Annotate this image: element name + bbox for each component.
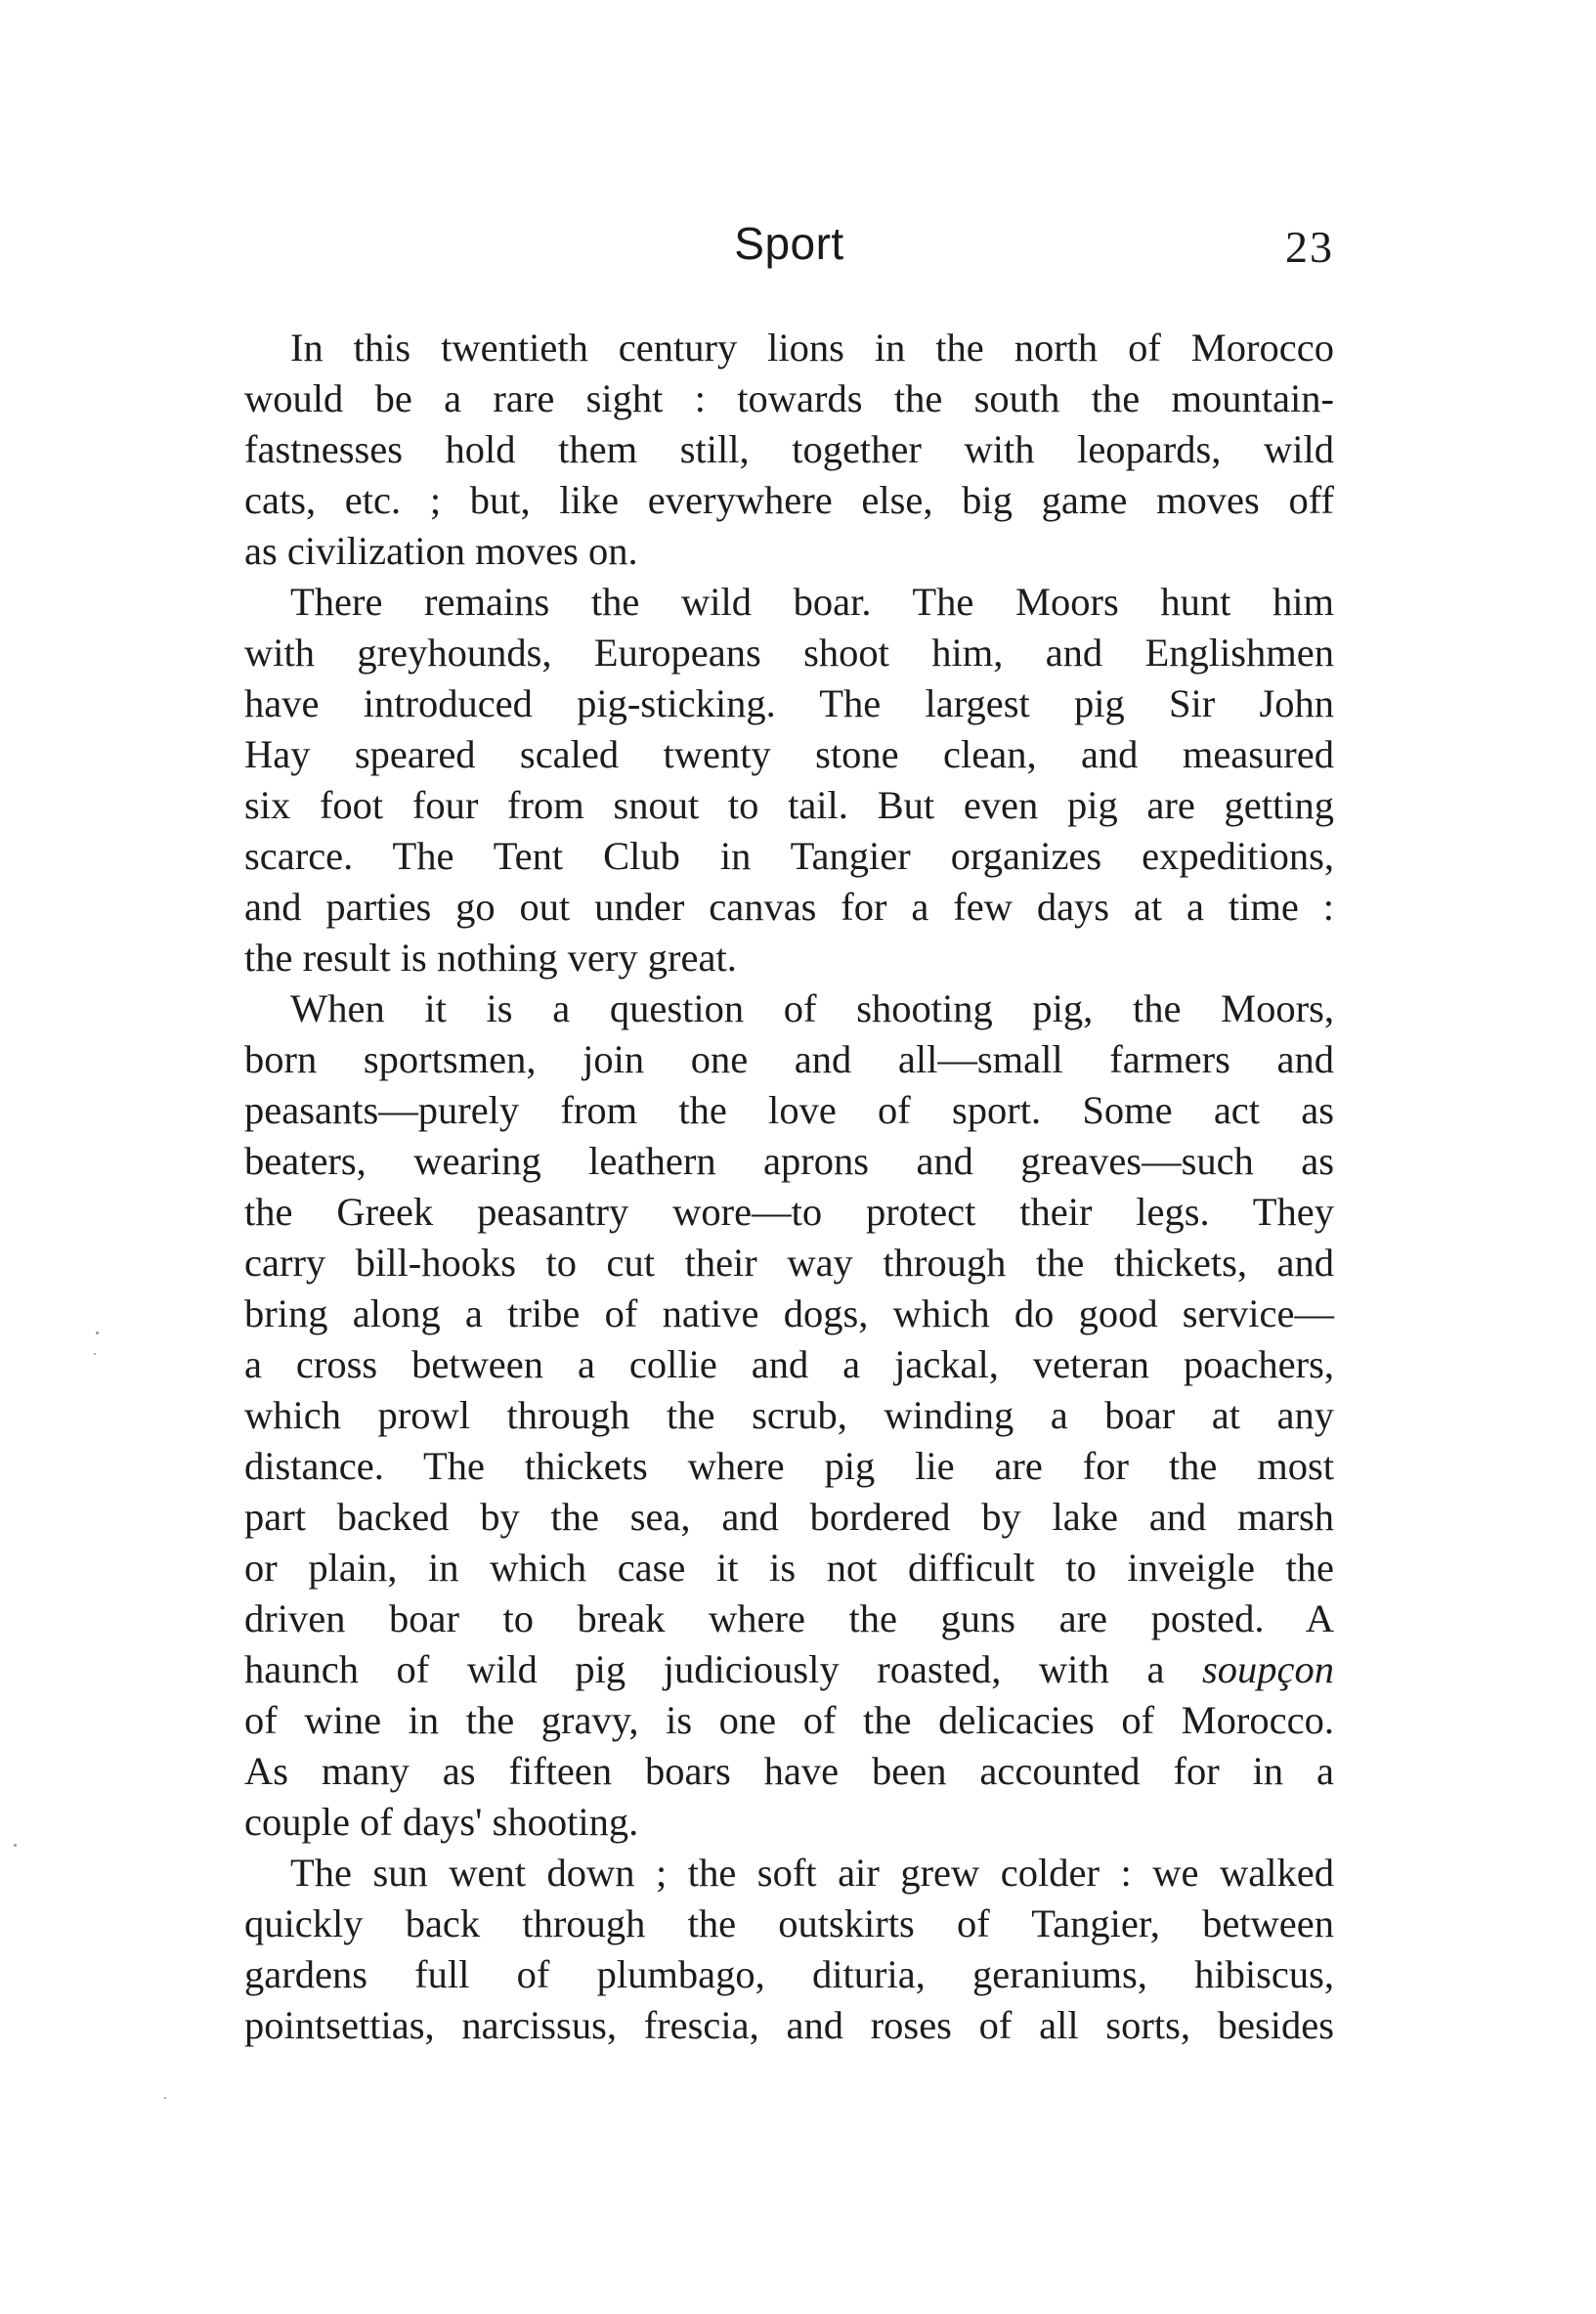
text-line: As many as fifteen boars have been accounted for in a (244, 1749, 1334, 1793)
paper-speck (96, 1332, 99, 1334)
paper-speck (14, 1844, 17, 1847)
text-line: gardens full of plumbago, dituria, geraniums, hibiscus, (244, 1952, 1334, 1996)
text-line: and parties go out under canvas for a few days at a time : (244, 885, 1334, 929)
paragraph-3 (244, 983, 1334, 1848)
text-line: bring along a tribe of native dogs, which do good service— (244, 1291, 1334, 1335)
page-header (244, 217, 1334, 285)
text-line-with-italic (244, 1644, 1334, 1695)
text-line: scarce. The Tent Club in Tangier organizes expeditions, (244, 834, 1334, 878)
text-line: Hay speared scaled twenty stone clean, and measured (244, 732, 1334, 776)
paragraph-2 (244, 577, 1334, 983)
text-line: with greyhounds, Europeans shoot him, and Englishmen (244, 631, 1334, 675)
text-line: pointsettias, narcissus, frescia, and roses of all sorts, besides (244, 2003, 1334, 2047)
text-line: fastnesses hold them still, together with leopards, wild (244, 427, 1334, 471)
paragraph-1 (244, 323, 1334, 577)
text-line: When it is a question of shooting pig, the Moors, (290, 986, 1334, 1030)
text-line: as civilization moves on. (244, 529, 638, 573)
text-line: a cross between a collie and a jackal, veteran poachers, (244, 1342, 1334, 1386)
text-line: six foot four from snout to tail. But even pig are getting (244, 783, 1334, 827)
paper-speck (164, 2097, 166, 2099)
page-number: 23 (1285, 222, 1334, 272)
text-line: distance. The thickets where pig lie are for the most (244, 1444, 1334, 1488)
text-line: quickly back through the outskirts of Tangier, between (244, 1901, 1334, 1945)
text-line: of wine in the gravy, is one of the delicacies of Morocco. (244, 1698, 1334, 1742)
text-line: part backed by the sea, and bordered by lake and marsh (244, 1495, 1334, 1539)
text-line: There remains the wild boar. The Moors hunt him (290, 580, 1334, 624)
text-line: In this twentieth century lions in the north of Morocco (290, 326, 1334, 370)
text-line: cats, etc. ; but, like everywhere else, big game moves off (244, 478, 1334, 522)
text-line: or plain, in which case it is not difficult to inveigle the (244, 1546, 1334, 1590)
text-line: carry bill-hooks to cut their way through the thickets, and (244, 1241, 1334, 1285)
text-line: peasants—purely from the love of sport. Some act as (244, 1088, 1334, 1132)
italic-word: soupçon (1202, 1647, 1334, 1691)
body-text (244, 323, 1334, 2051)
paragraph-4 (244, 1848, 1334, 2051)
text-line: would be a rare sight : towards the south the mountain- (244, 376, 1334, 420)
text-line: driven boar to break where the guns are posted. A (244, 1596, 1334, 1640)
text-line: which prowl through the scrub, winding a boar at any (244, 1393, 1334, 1437)
text-line: the result is nothing very great. (244, 936, 737, 980)
text-fragment: haunch of wild pig judiciously roasted, with a (244, 1647, 1165, 1691)
text-line: have introduced pig-sticking. The largest pig Sir John (244, 681, 1334, 725)
text-line: beaters, wearing leathern aprons and greaves—such as (244, 1139, 1334, 1183)
paper-speck (94, 1353, 96, 1355)
running-head: Sport (734, 218, 844, 269)
text-line: the Greek peasantry wore—to protect their legs. They (244, 1190, 1334, 1234)
text-line: The sun went down ; the soft air grew colder : we walked (290, 1851, 1334, 1895)
text-line: couple of days' shooting. (244, 1800, 639, 1844)
text-line: born sportsmen, join one and all—small farmers and (244, 1037, 1334, 1081)
